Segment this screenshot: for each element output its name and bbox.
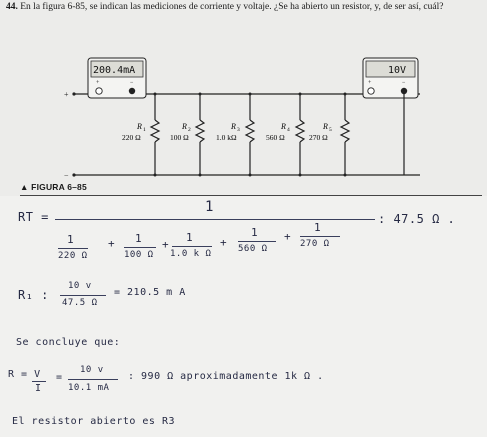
frac5-num: 1 <box>314 221 322 234</box>
plus-3: + <box>220 236 228 249</box>
current-label: R₁ : <box>18 288 49 302</box>
frac2-den: 100 Ω <box>124 250 154 260</box>
frac3-bar <box>172 246 212 247</box>
resistance-equals: = <box>56 372 63 383</box>
svg-text:560 Ω: 560 Ω <box>266 133 285 142</box>
rt-numerator: 1 <box>205 199 214 215</box>
frac1-den: 220 Ω <box>58 251 88 261</box>
svg-text:220 Ω: 220 Ω <box>122 133 141 142</box>
resistance-label: R = V <box>8 369 41 380</box>
ammeter <box>88 58 146 98</box>
circuit-diagram <box>0 40 487 220</box>
resistor-r2 <box>170 93 204 177</box>
svg-text:R: R <box>323 122 328 131</box>
rt-main-fraction-bar <box>55 219 375 220</box>
current-denominator: 47.5 Ω <box>62 298 98 308</box>
svg-text:2: 2 <box>188 127 191 133</box>
svg-text:3: 3 <box>237 127 240 133</box>
current-result: = 210.5 m A <box>114 287 186 298</box>
current-numerator: 10 v <box>68 281 92 291</box>
voltmeter-minus-terminal <box>401 88 407 94</box>
svg-text:R: R <box>231 122 236 131</box>
frac2-bar <box>124 247 156 248</box>
frac1-bar <box>58 248 88 249</box>
frac5-bar <box>300 236 340 237</box>
svg-text:R: R <box>281 122 286 131</box>
svg-text:R: R <box>137 122 142 131</box>
rt-label: RT = <box>18 210 49 224</box>
svg-text:4: 4 <box>287 127 290 133</box>
conclusion-heading: Se concluye que: <box>16 337 121 348</box>
frac1-num: 1 <box>67 233 75 246</box>
svg-text:+: + <box>368 80 372 86</box>
supply-plus: + <box>64 90 69 99</box>
ammeter-reading: 200.4mA <box>93 65 136 76</box>
frac4-den: 560 Ω <box>238 244 268 254</box>
svg-text:100 Ω: 100 Ω <box>170 133 189 142</box>
svg-text:−: − <box>402 80 406 86</box>
svg-text:270 Ω: 270 Ω <box>309 133 328 142</box>
frac5-den: 270 Ω <box>300 239 330 249</box>
svg-text:R: R <box>182 122 187 131</box>
final-answer: El resistor abierto es R3 <box>12 416 176 427</box>
resistance-numerator: 10 v <box>80 365 104 375</box>
resistance-result: : 990 Ω aproximadamente 1k Ω . <box>128 371 324 382</box>
ammeter-minus-terminal <box>129 88 135 94</box>
frac4-num: 1 <box>251 226 259 239</box>
resistor-r3 <box>216 93 254 177</box>
voltmeter-plus-terminal <box>368 88 374 94</box>
question-body: En la figura 6-85, se indican las mediciones de corriente y voltaje. ¿Se ha abierto un resistor, y, de ser así, cuál? <box>20 2 444 12</box>
current-fraction-bar <box>60 295 106 296</box>
frac2-num: 1 <box>135 232 143 245</box>
resistance-denominator: 10.1 mA <box>68 383 110 393</box>
resistor-r5 <box>309 93 349 177</box>
voltmeter-reading: 10V <box>388 65 407 76</box>
svg-text:1.0 kΩ: 1.0 kΩ <box>216 133 237 142</box>
figure-divider <box>20 195 482 196</box>
svg-text:+: + <box>96 80 100 86</box>
svg-text:1: 1 <box>143 127 146 133</box>
question-text <box>6 2 482 13</box>
resistance-fraction-bar <box>68 379 118 380</box>
resistor-r4 <box>266 93 304 177</box>
frac4-bar <box>238 241 276 242</box>
frac3-den: 1.0 k Ω <box>170 249 212 259</box>
question-number: 44. <box>6 2 18 12</box>
resistor-r1 <box>122 93 159 177</box>
voltmeter <box>363 58 418 98</box>
supply-minus: − <box>64 171 69 180</box>
resistance-vi-bar <box>32 381 46 382</box>
svg-text:5: 5 <box>329 127 332 133</box>
frac3-num: 1 <box>186 231 194 244</box>
figure-label: ▲ FIGURA 6–85 <box>20 182 87 192</box>
rt-result: : 47.5 Ω . <box>378 212 456 226</box>
svg-text:−: − <box>130 80 134 86</box>
plus-4: + <box>284 230 292 243</box>
plus-2: + <box>162 238 170 251</box>
ammeter-plus-terminal <box>96 88 102 94</box>
plus-1: + <box>108 237 116 250</box>
resistance-i: I <box>35 383 42 394</box>
